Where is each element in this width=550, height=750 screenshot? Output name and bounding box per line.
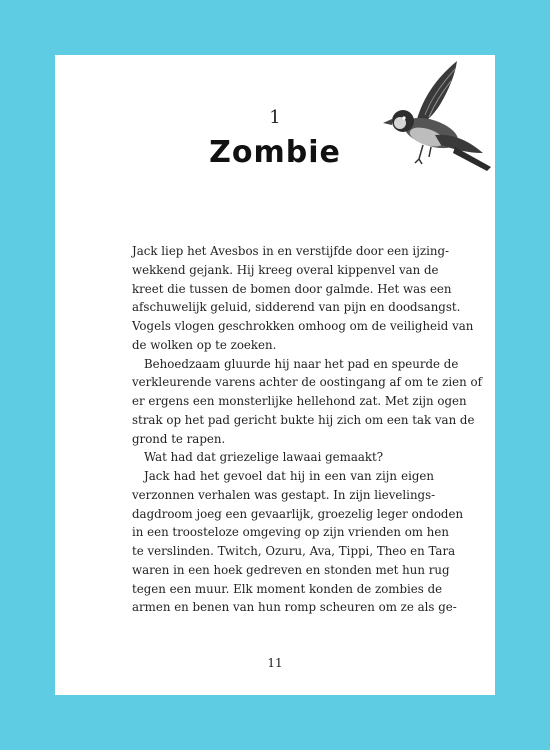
chapter-number: 1 xyxy=(269,107,281,128)
text-line: Vogels vlogen geschrokken omhoog om de veiligheid van xyxy=(132,319,474,333)
text-line: strak op het pad gericht bukte hij zich om een tak van de xyxy=(132,412,475,427)
text-line: er ergens een monsterlijke hellehond zat. Met zijn ogen xyxy=(132,394,467,408)
text-line: Jack liep het Avesbos in en verstijfde door een ijzing- xyxy=(132,244,449,258)
text-line: Wat had dat griezelige lawaai gemaakt? xyxy=(144,450,384,465)
page-number: 11 xyxy=(267,656,283,670)
chapter-title: Zombie xyxy=(209,135,341,170)
chapter-body xyxy=(132,242,482,617)
text-line: verkleurende varens achter de oostingang af om te zien of xyxy=(132,375,482,390)
text-line: in een troosteloze omgeving op zijn vrienden om hen xyxy=(132,525,449,540)
text-line: dagdroom joeg een gevaarlijk, groezelig leger ondoden xyxy=(132,506,464,521)
text-line: armen en benen van hun romp scheuren om ze als ge- xyxy=(132,600,457,615)
text-line: afschuwelijk geluid, sidderend van pijn en doodsangst. xyxy=(132,300,461,315)
text-line: te verslinden. Twitch, Ozuru, Ava, Tippi, Theo en Tara xyxy=(132,544,456,558)
text-line: kreet die tussen de bomen door galmde. Het was een xyxy=(132,281,452,296)
text-line: wekkend gejank. Hij kreeg overal kippenvel van de xyxy=(132,262,439,277)
text-line: waren in een hoek gedreven en stonden met hun rug xyxy=(132,562,450,577)
text-line: verzonnen verhalen was gestapt. In zijn lievelings- xyxy=(132,487,436,502)
text-line: tegen een muur. Elk moment konden de zombies de xyxy=(132,581,443,596)
book-page xyxy=(55,55,495,695)
text-line: de wolken op te zoeken. xyxy=(132,337,277,352)
text-line: Behoedzaam gluurde hij naar het pad en speurde de xyxy=(144,356,459,371)
text-line: Jack had het gevoel dat hij in een van zijn eigen xyxy=(144,469,434,483)
text-line: grond te rapen. xyxy=(132,431,226,446)
